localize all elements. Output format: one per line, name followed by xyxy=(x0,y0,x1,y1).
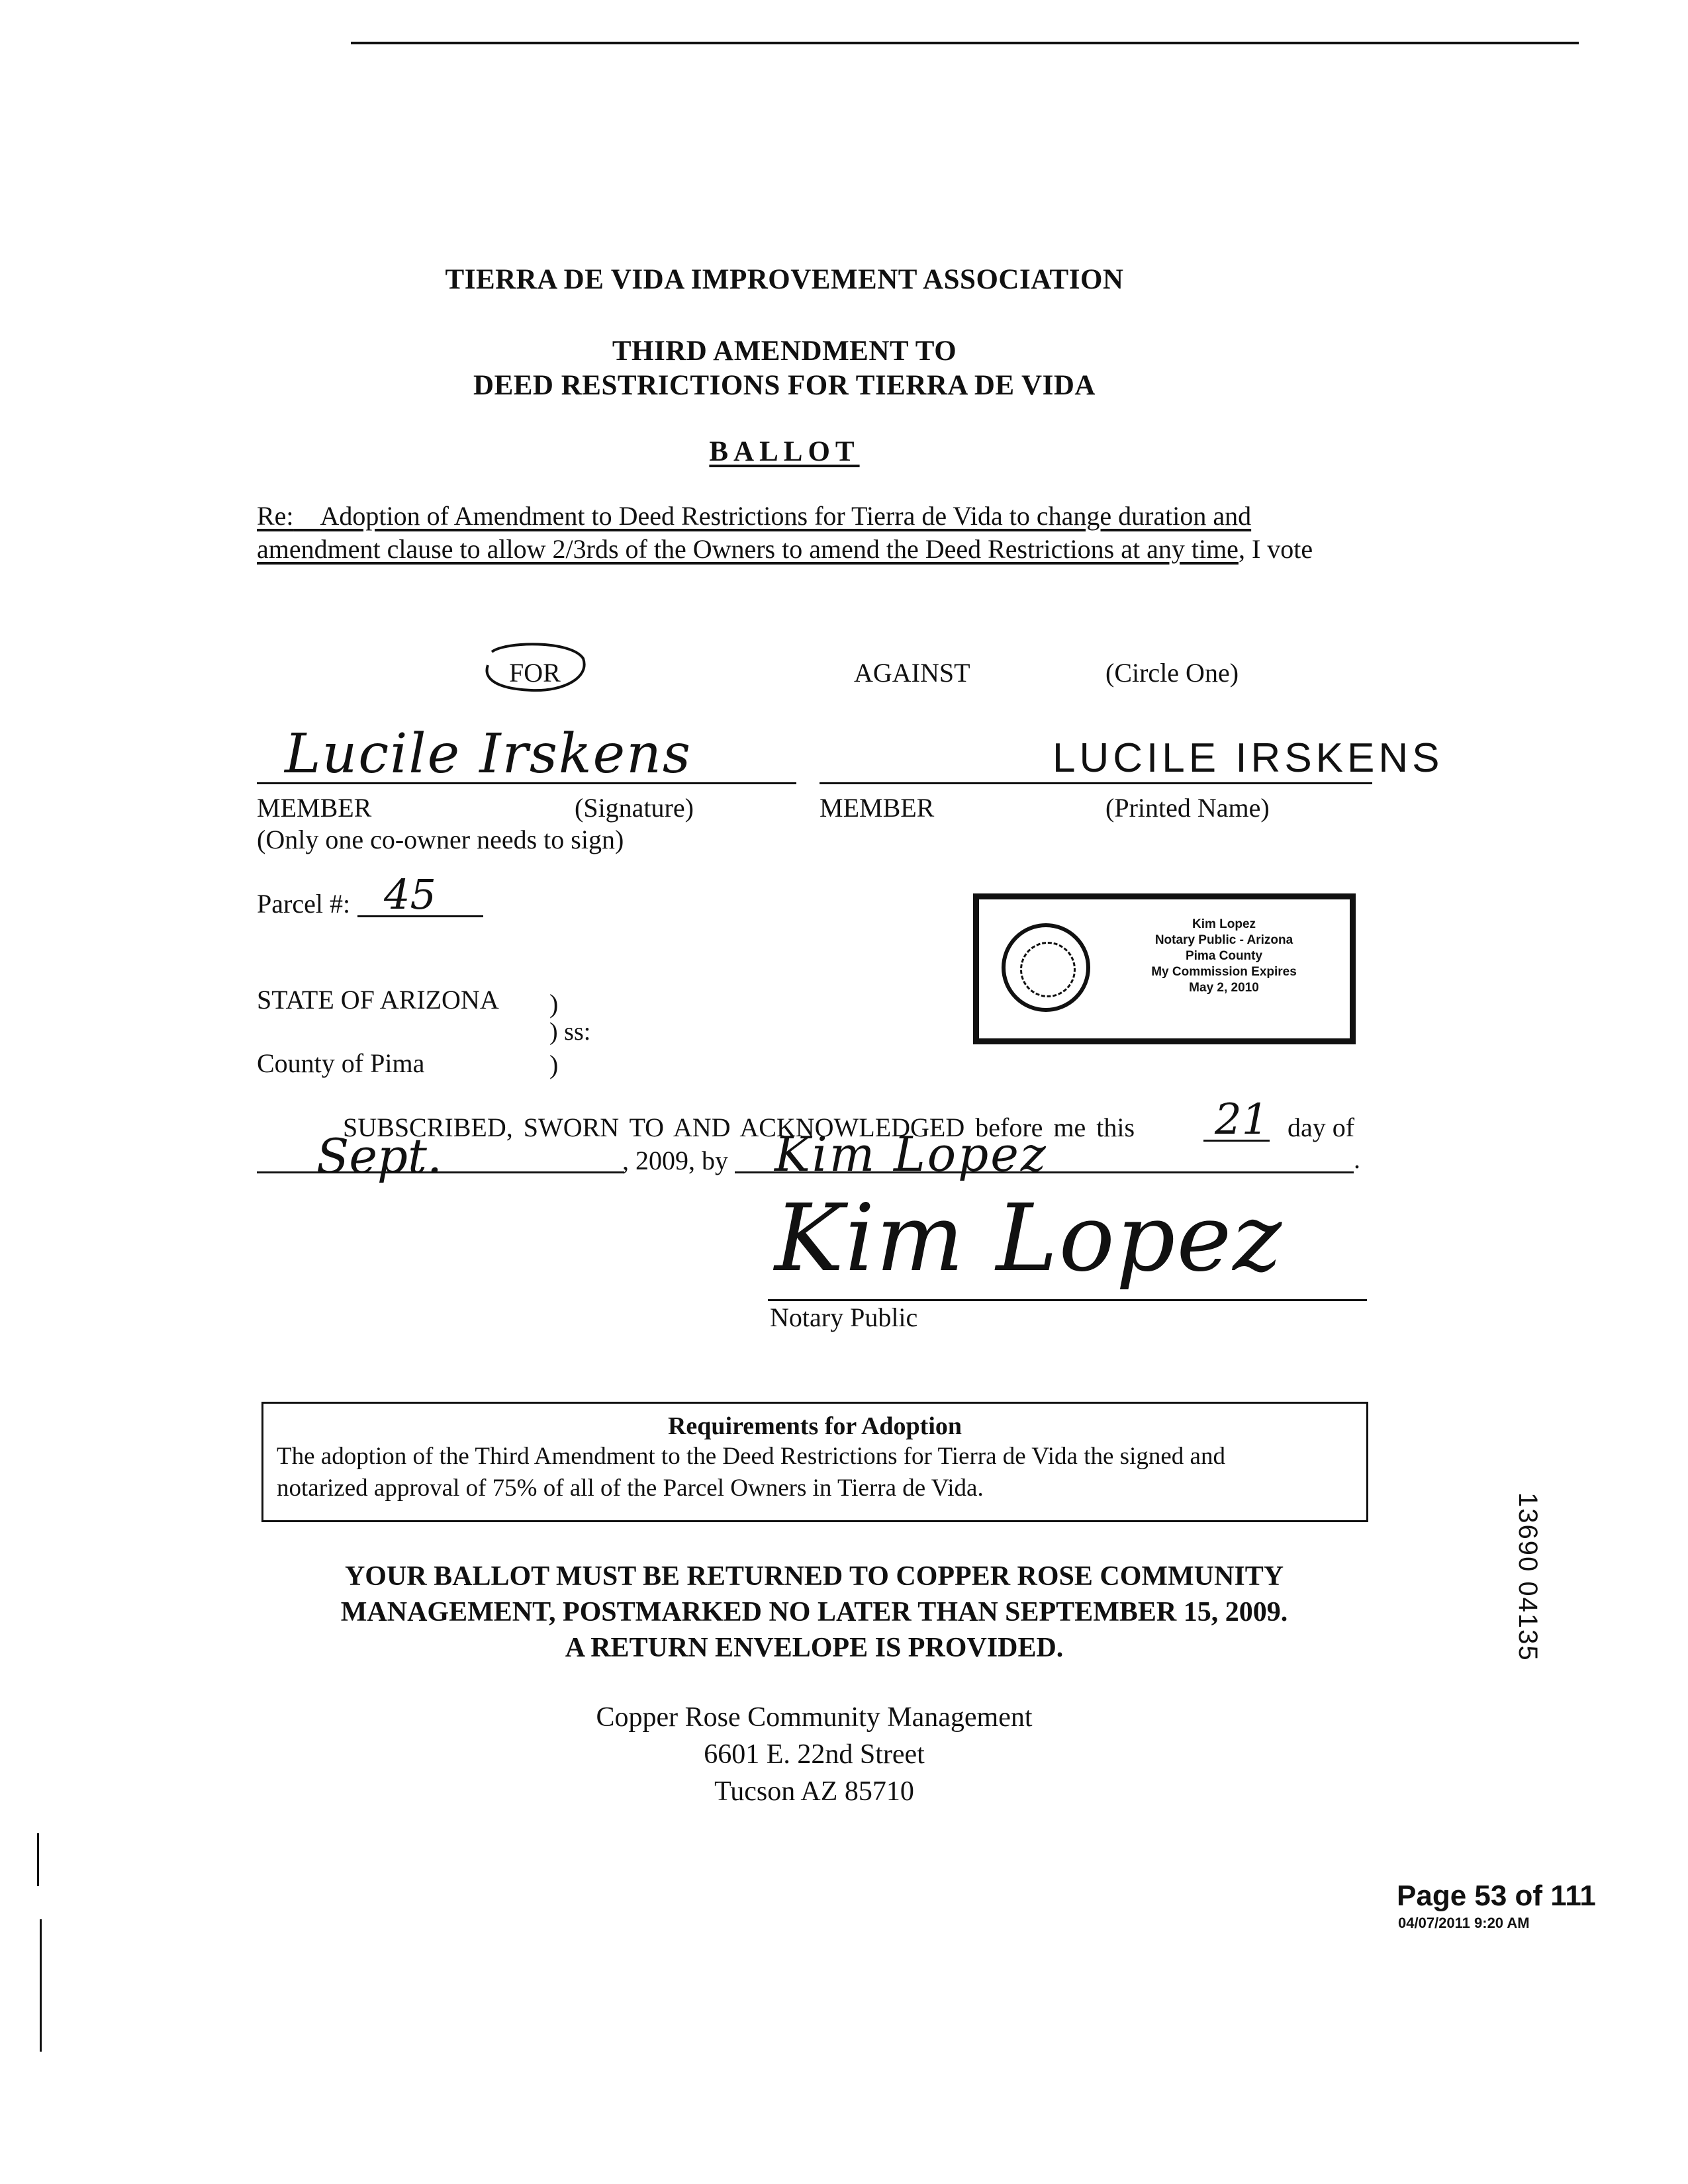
venue-ss: ) ss: xyxy=(549,1018,591,1046)
address-street: 6601 E. 22nd Street xyxy=(704,1739,925,1770)
vote-for-option[interactable] xyxy=(487,651,586,692)
notary-signature: Kim Lopez xyxy=(774,1185,1284,1293)
jurat-day-value: 21 xyxy=(1215,1095,1269,1144)
requirements-line-1: The adoption of the Third Amendment to the Deed Restrictions for Tierra de Vida the signed and xyxy=(277,1443,1225,1470)
notary-signature-line xyxy=(768,1299,1367,1301)
notice-line-1: YOUR BALLOT MUST BE RETURNED TO COPPER ROSE COMMUNITY xyxy=(344,1561,1284,1592)
vote-against-option[interactable]: AGAINST xyxy=(854,658,970,688)
jurat-by-value: Kim Lopez xyxy=(774,1126,1048,1182)
requirements-box xyxy=(261,1402,1368,1522)
signature-label: (Signature) xyxy=(575,793,694,823)
requirements-title: Requirements for Adoption xyxy=(667,1412,962,1440)
parcel-label: Parcel #: xyxy=(257,889,351,919)
jurat-text-1: SUBSCRIBED, SWORN TO AND ACKNOWLEDGED before me this xyxy=(343,1113,1135,1142)
address-city: Tucson AZ 85710 xyxy=(714,1776,914,1807)
member-printed-name: LUCILE IRSKENS xyxy=(1053,735,1444,781)
re-line-2 xyxy=(257,533,1313,566)
ballot-title: BALLOT xyxy=(709,436,860,467)
stamp-county: Pima County xyxy=(1185,949,1263,963)
stamp-commission: My Commission Expires xyxy=(1151,965,1297,979)
notary-seal-icon xyxy=(1002,923,1090,1012)
circle-one-instruction: (Circle One) xyxy=(1105,658,1239,688)
re-text-2: amendment clause to allow 2/3rds of the Owners to amend the Deed Restrictions at any time xyxy=(257,534,1239,564)
address-company: Copper Rose Community Management xyxy=(596,1702,1033,1733)
vote-for-label: FOR xyxy=(509,658,561,688)
page-timestamp: 04/07/2011 9:20 AM xyxy=(1398,1915,1530,1931)
jurat-period: . xyxy=(1354,1144,1360,1174)
stamp-expires: May 2, 2010 xyxy=(1189,981,1259,995)
printed-name-label: (Printed Name) xyxy=(1105,793,1270,823)
re-text-1: Adoption of Amendment to Deed Restrictions for Tierra de Vida to change duration and xyxy=(320,501,1252,531)
jurat-text-2: day of xyxy=(1288,1113,1355,1142)
notice-line-2: MANAGEMENT, POSTMARKED NO LATER THAN SEPTEMBER 15, 2009. xyxy=(340,1597,1288,1627)
requirements-line-2: notarized approval of 75% of all of the Parcel Owners in Tierra de Vida. xyxy=(277,1475,984,1502)
signature-line-right xyxy=(820,782,1372,784)
stamp-name: Kim Lopez xyxy=(1192,917,1256,931)
venue-county: County of Pima xyxy=(257,1048,425,1078)
amendment-title-line1: THIRD AMENDMENT TO xyxy=(612,336,957,367)
co-owner-note: (Only one co-owner needs to sign) xyxy=(257,825,624,854)
org-title: TIERRA DE VIDA IMPROVEMENT ASSOCIATION xyxy=(445,264,1124,295)
amendment-title-line2: DEED RESTRICTIONS FOR TIERRA DE VIDA xyxy=(473,370,1096,401)
member-signature: Lucile Irskens xyxy=(285,723,692,786)
left-margin-line-2 xyxy=(40,1919,42,2052)
notary-stamp xyxy=(973,893,1356,1044)
re-text-2-tail: , I vote xyxy=(1238,534,1313,564)
member-label-right: MEMBER xyxy=(820,793,935,823)
notary-public-label: Notary Public xyxy=(770,1302,918,1332)
notice-line-3: A RETURN ENVELOPE IS PROVIDED. xyxy=(565,1633,1064,1663)
left-margin-line-1 xyxy=(37,1833,39,1886)
jurat-month-value: Sept. xyxy=(316,1128,442,1184)
re-line-1 xyxy=(257,500,1251,533)
jurat-year-text: , 2009, by xyxy=(622,1146,728,1175)
page-number: Page 53 of 111 xyxy=(1397,1880,1596,1912)
notary-stamp-text xyxy=(1125,917,1323,996)
venue-paren-2: ) xyxy=(549,1050,559,1079)
re-prefix: Re: xyxy=(257,501,294,531)
parcel-value: 45 xyxy=(384,870,436,919)
side-document-number: 13690 04135 xyxy=(1513,1492,1542,1662)
stamp-title: Notary Public - Arizona xyxy=(1154,933,1293,947)
venue-paren-1: ) xyxy=(549,989,559,1019)
venue-state: STATE OF ARIZONA xyxy=(257,985,499,1015)
member-label-left: MEMBER xyxy=(257,793,372,823)
top-scan-line xyxy=(351,42,1579,44)
